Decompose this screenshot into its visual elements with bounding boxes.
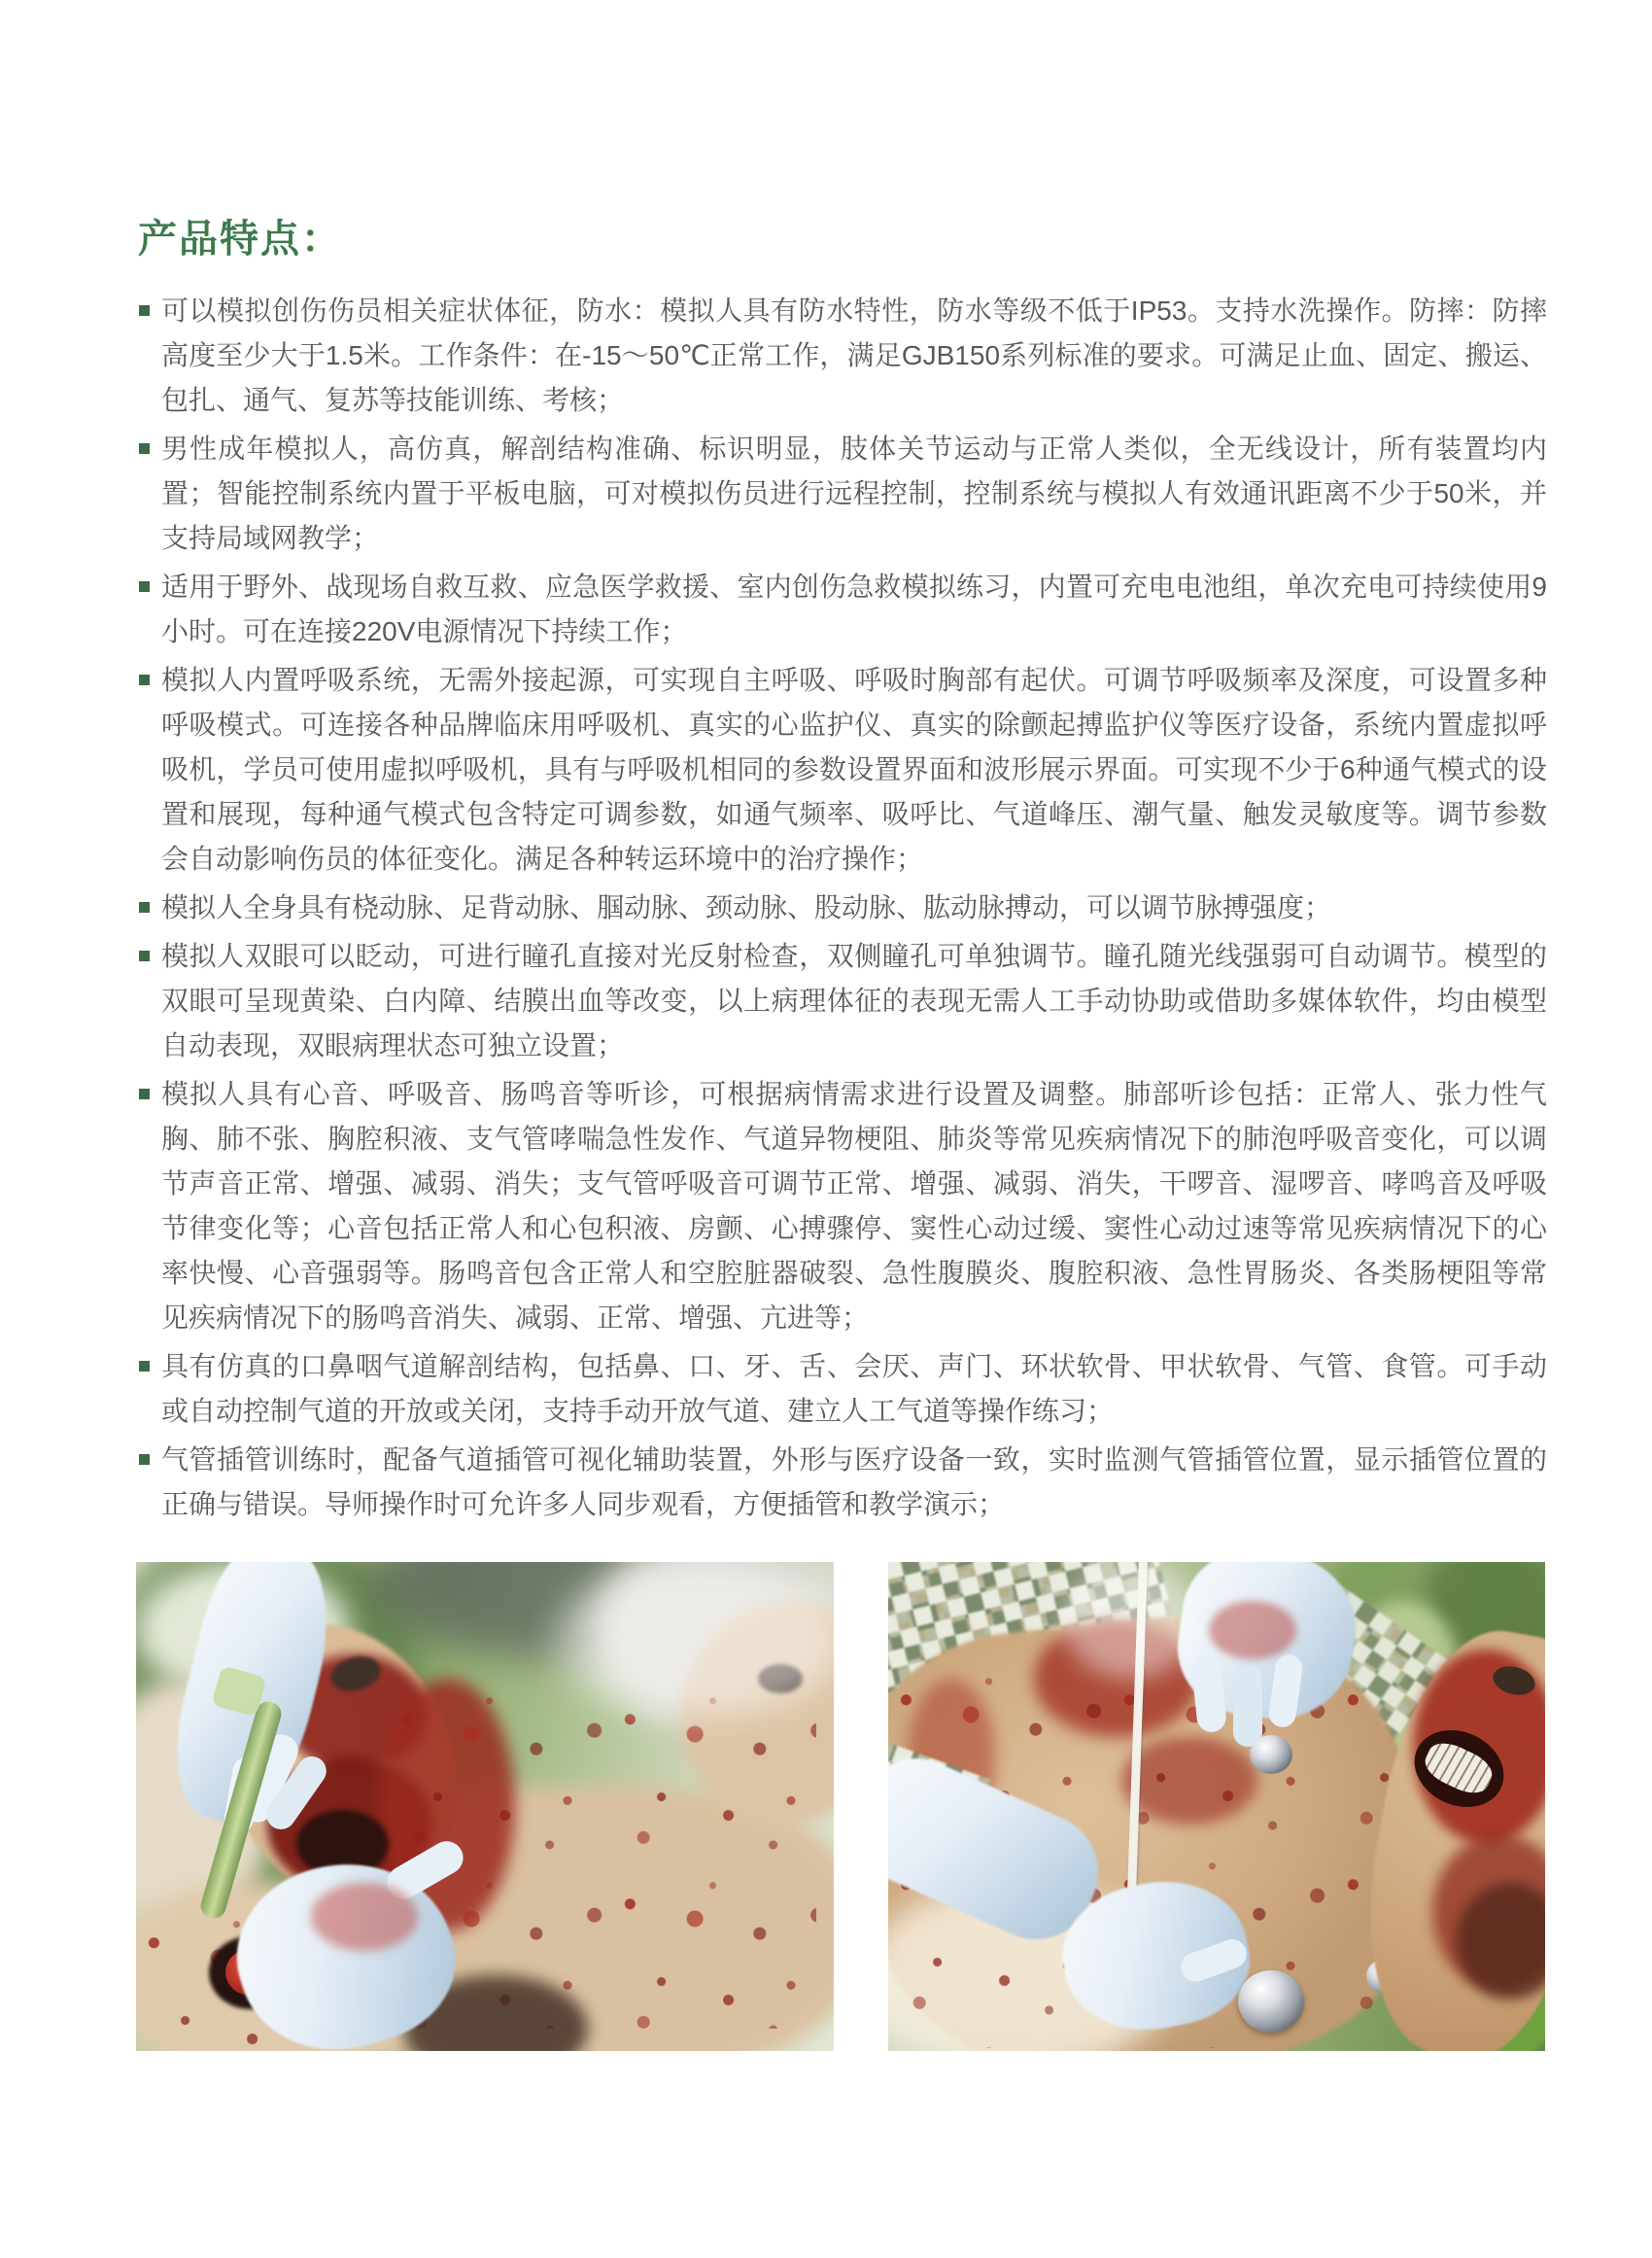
overexposed-highlight	[1063, 1562, 1199, 1679]
blood-on-glove	[311, 1883, 418, 1951]
feature-text: 模拟人双眼可以眨动，可进行瞳孔直接对光反射检查，双侧瞳孔可单独调节。瞳孔随光线强弱可自动调节。模型的双眼可呈现黄染、白内障、结膜出血等改变，以上病理体征的表现无需人工手动协助或借助多媒体软件，均由模型自动表现，双眼病理状态可独立设置；	[161, 941, 1547, 1060]
feature-text: 模拟人内置呼吸系统，无需外接起源，可实现自主呼吸、呼吸时胸部有起伏。可调节呼吸频率及深度，可设置多种呼吸模式。可连接各种品牌临床用呼吸机、真实的心监护仪、真实的除颤起搏监护仪等医疗设备，系统内置虚拟呼吸机，学员可使用虚拟呼吸机，具有与呼吸机相同的参数设置界面和波形展示界面。可实现不少于6种通气模式的设置和展现，每种通气模式包含特定可调参数，如通气频率、吸呼比、气道峰压、潮气量、触发灵敏度等。调节参数会自动影响伤员的体征变化。满足各种转运环境中的治疗操作；	[161, 665, 1547, 874]
feature-text: 模拟人全身具有桡动脉、足背动脉、腘动脉、颈动脉、股动脉、肱动脉搏动，可以调节脉搏强度；	[161, 892, 1332, 922]
feature-text: 适用于野外、战现场自救互救、应急医学救援、室内创伤急救模拟练习，内置可充电电池组，单次充电可持续使用9小时。可在连接220V电源情况下持续工作；	[161, 572, 1547, 646]
bullet-square-icon	[139, 902, 150, 913]
bullet-square-icon	[139, 675, 150, 685]
feature-text: 气管插管训练时，配备气道插管可视化辅助装置，外形与医疗设备一致，实时监测气管插管位置，显示插管位置的正确与错误。导师操作时可允许多人同步观看，方便插管和教学演示；	[161, 1444, 1547, 1519]
bullet-square-icon	[139, 305, 150, 316]
feature-item	[136, 565, 1547, 654]
page-title: 产品特点：	[138, 218, 342, 261]
glove-finger	[1233, 1664, 1262, 1747]
auscultation-photo	[888, 1562, 1545, 2051]
bullet-square-icon	[139, 1089, 150, 1099]
photo-row	[136, 1562, 1545, 2051]
bullet-square-icon	[139, 1361, 150, 1372]
airway-intubation-photo	[136, 1562, 834, 2051]
stethoscope-chestpiece	[1238, 1970, 1304, 2032]
bullet-square-icon	[139, 951, 150, 961]
feature-item	[136, 886, 1547, 930]
feature-text: 模拟人具有心音、呼吸音、肠鸣音等听诊，可根据病情需求进行设置及调整。肺部听诊包括：正常人、张力性气胸、肺不张、胸腔积液、支气管哮喘急性发作、气道异物梗阻、肺炎等常见疾病情况下的肺泡呼吸音变化，可以调节声音正常、增强、减弱、消失；支气管呼吸音可调节正常、增强、减弱、消失，干啰音、湿啰音、哮鸣音及呼吸节律变化等；心音包括正常人和心包积液、房颤、心搏骤停、窦性心动过缓、窦性心动过速等常见疾病情况下的心率快慢、心音强弱等。肠鸣音包含正常人和空腔脏器破裂、急性腹膜炎、腹腔积液、急性胃肠炎、各类肠梗阻等常见疾病情况下的肠鸣音消失、减弱、正常、增强、亢进等；	[161, 1079, 1547, 1333]
feature-item	[136, 289, 1547, 423]
feature-text: 可以模拟创伤伤员相关症状体征，防水：模拟人具有防水特性，防水等级不低于IP53。支持水洗操作。防摔：防摔高度至少大于1.5米。工作条件：在-15～50℃正常工作，满足GJB150系列标准的要求。可满足止血、固定、搬运、包扎、通气、复苏等技能训练、考核；	[161, 295, 1547, 415]
blood-on-glove	[1209, 1601, 1296, 1659]
bullet-square-icon	[139, 443, 150, 454]
feature-text: 具有仿真的口鼻咽气道解剖结构，包括鼻、口、牙、舌、会厌、声门、环状软骨、甲状软骨、气管、食管。可手动或自动控制气道的开放或关闭，支持手动开放气道、建立人工气道等操作练习；	[161, 1351, 1547, 1426]
bullet-square-icon	[139, 1454, 150, 1465]
feature-item	[136, 934, 1547, 1068]
overexposed-highlight	[554, 1562, 834, 1718]
feature-item	[136, 427, 1547, 561]
feature-list	[136, 289, 1547, 1531]
feature-item	[136, 658, 1547, 882]
feature-item	[136, 1344, 1547, 1434]
feature-text: 男性成年模拟人，高仿真，解剖结构准确、标识明显，肢体关节运动与正常人类似，全无线设计，所有装置均内置；智能控制系统内置于平板电脑，可对模拟伤员进行远程控制，控制系统与模拟人有效通讯距离不少于50米，并支持局域网教学；	[161, 434, 1547, 553]
bullet-square-icon	[139, 581, 150, 592]
feature-item	[136, 1072, 1547, 1340]
feature-item	[136, 1438, 1547, 1527]
